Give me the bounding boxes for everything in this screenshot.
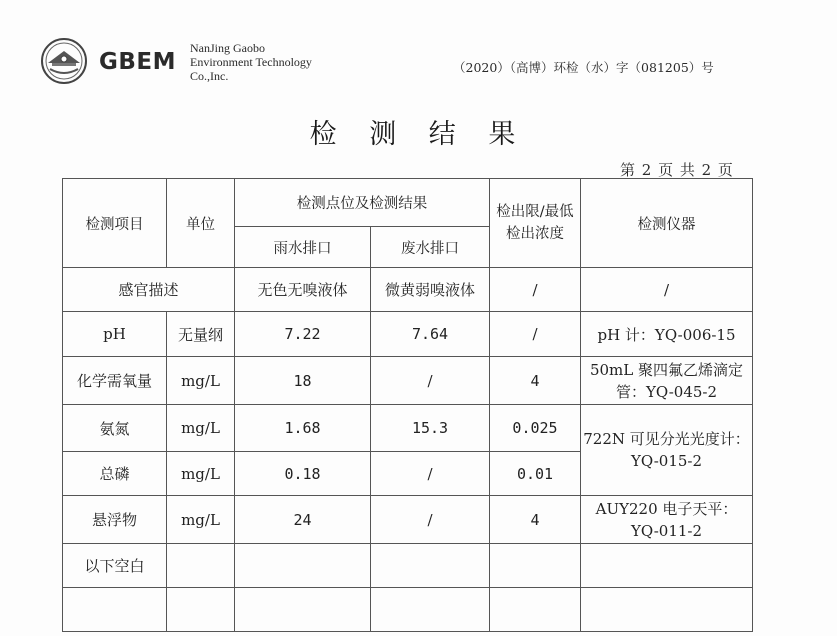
table-row [63, 405, 753, 452]
cell-point2: 微黄弱嗅液体 [371, 268, 490, 312]
page-title: 检 测 结 果 [309, 119, 528, 150]
header-point-waste: 废水排口 [371, 227, 490, 268]
cell-item: 总磷 [63, 452, 167, 496]
cell-limit: 4 [490, 357, 581, 405]
company-name [190, 41, 312, 83]
cell-item: 感官描述 [63, 268, 235, 312]
cell-limit: 0.025 [490, 405, 581, 452]
empty-cell [371, 588, 490, 632]
page-number: 第 2 页 共 2 页 [620, 161, 734, 179]
cell-instrument: pH 计：YQ-006-15 [581, 312, 753, 357]
table-row [63, 268, 753, 312]
document-number: （2020）（高博）环检（水）字（081205）号 [453, 60, 714, 75]
cell-item: 氨氮 [63, 405, 167, 452]
cell-unit: mg/L [167, 496, 235, 544]
cell-unit: mg/L [167, 452, 235, 496]
cell-instrument: / [581, 268, 753, 312]
cell-point2: / [371, 357, 490, 405]
brand-name: GBEM [99, 49, 177, 75]
header-point-rain: 雨水排口 [235, 227, 371, 268]
table-row [63, 588, 753, 632]
company-line: NanJing Gaobo [190, 41, 265, 55]
empty-cell [63, 588, 167, 632]
cell-limit: / [490, 312, 581, 357]
cell-limit: / [490, 268, 581, 312]
results-table [62, 178, 753, 632]
empty-cell [581, 544, 753, 588]
gbem-logo-icon [40, 37, 88, 85]
header-limit: 检出限/最低检出浓度 [490, 179, 581, 268]
cell-point1: 1.68 [235, 405, 371, 452]
table-row [63, 544, 753, 588]
cell-unit: mg/L [167, 357, 235, 405]
cell-item: 悬浮物 [63, 496, 167, 544]
table-row [63, 357, 753, 405]
cell-point2: / [371, 452, 490, 496]
empty-cell [371, 544, 490, 588]
empty-cell [235, 544, 371, 588]
empty-cell [581, 588, 753, 632]
header-item: 检测项目 [63, 179, 167, 268]
header-unit: 单位 [167, 179, 235, 268]
cell-point1: 24 [235, 496, 371, 544]
cell-instrument: 50mL 聚四氟乙烯滴定管：YQ-045-2 [581, 357, 753, 405]
empty-cell [235, 588, 371, 632]
cell-point1: 无色无嗅液体 [235, 268, 371, 312]
empty-cell [167, 588, 235, 632]
table-row [63, 496, 753, 544]
company-line: Environment Technology [190, 55, 312, 69]
empty-cell [490, 588, 581, 632]
cell-point2: 15.3 [371, 405, 490, 452]
cell-point2: 7.64 [371, 312, 490, 357]
cell-point1: 0.18 [235, 452, 371, 496]
cell-item: pH [63, 312, 167, 357]
cell-instrument: 722N 可见分光光度计：YQ-015-2 [581, 405, 753, 496]
header-instrument: 检测仪器 [581, 179, 753, 268]
cell-point1: 7.22 [235, 312, 371, 357]
table-row [63, 312, 753, 357]
cell-unit: 无量纲 [167, 312, 235, 357]
cell-point2: / [371, 496, 490, 544]
cell-limit: 4 [490, 496, 581, 544]
header-points-group: 检测点位及检测结果 [235, 179, 490, 227]
empty-cell [490, 544, 581, 588]
cell-instrument: AUY220 电子天平：YQ-011-2 [581, 496, 753, 544]
cell-unit: mg/L [167, 405, 235, 452]
cell-point1: 18 [235, 357, 371, 405]
empty-cell [167, 544, 235, 588]
company-line: Co.,Inc. [190, 69, 229, 83]
blank-note: 以下空白 [63, 544, 167, 588]
cell-limit: 0.01 [490, 452, 581, 496]
cell-item: 化学需氧量 [63, 357, 167, 405]
